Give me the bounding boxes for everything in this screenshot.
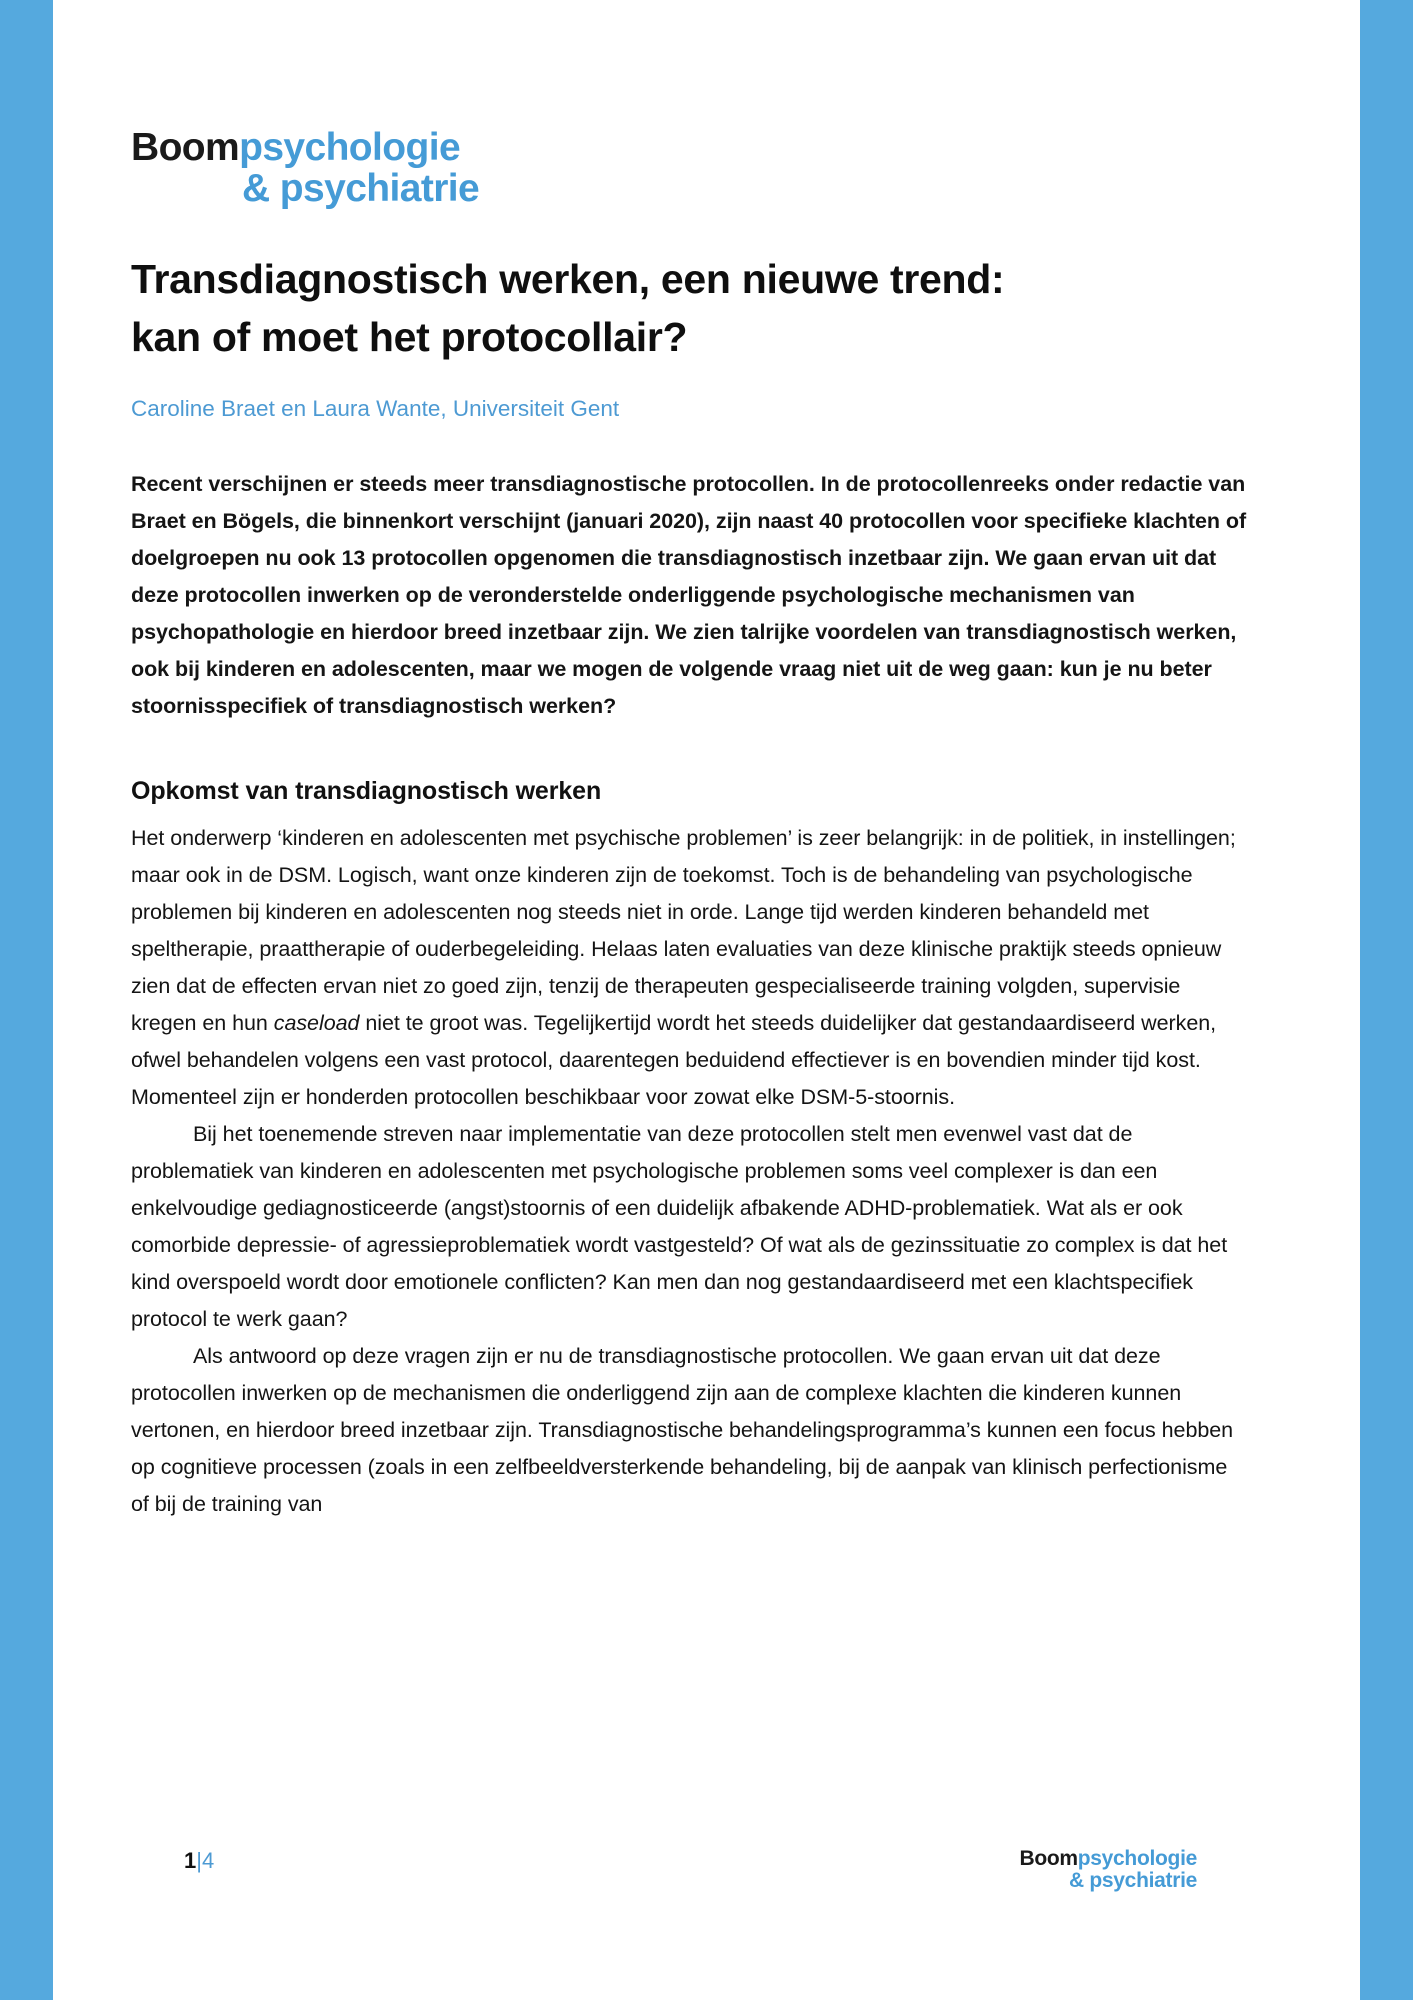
body-paragraph-1 [131,820,1250,1116]
page-number-total: 4 [201,1848,215,1873]
left-accent-band [0,0,53,2000]
page-footer [184,1848,1197,1892]
page-number-separator: | [196,1848,202,1873]
publisher-logo-line-2 [131,169,1250,208]
page-title [131,250,1231,366]
page-title-line-1: Transdiagnostisch werken, een nieuwe trend: [131,256,1005,302]
footer-logo-psychologie: psychologie [1077,1847,1197,1870]
footer-publisher-logo [1019,1848,1197,1892]
body-paragraph-1-italic-term: caseload [273,1010,360,1035]
publisher-logo [131,128,1250,208]
page-title-line-2: kan of moet het protocollair? [131,314,688,361]
page-number-current: 1 [184,1848,197,1873]
section-heading: Opkomst van transdiagnostisch werken [131,777,602,806]
publisher-logo-psychiatrie: & psychiatrie [242,167,480,210]
publisher-logo-boom: Boom [131,126,240,169]
author-line: Caroline Braet en Laura Wante, Universiteit Gent [131,395,620,421]
body-paragraph-1-part-b: niet te groot was. Tegelijkertijd wordt het steeds duidelijker dat gestandaardiseerd werken, ofwel behandelen volgens een vast protocol, daarentegen beduidend effectiever is en bovendien minder tijd kost. Momenteel zijn er honderden protocollen beschikbaar voor zowat elke DSM-5-stoornis. [131,1010,1217,1109]
publisher-logo-line-1 [131,128,1250,167]
footer-logo-psychiatrie: & psychiatrie [1069,1869,1197,1893]
abstract-paragraph: Recent verschijnen er steeds meer transdiagnostische protocollen. In de protocollenreeks onder redactie van Braet en Bögels, die binnenkort verschijnt (januari 2020), zijn naast 40 protocollen voor specifieke klachten of doelgroepen nu ook 13 protocollen opgenomen die transdiagnostisch inzetbaar zijn. We gaan ervan uit dat deze protocollen inwerken op de veronderstelde onderliggende psychologische mechanismen van psychopathologie en hierdoor breed inzetbaar zijn. We zien talrijke voordelen van transdiagnostisch werken, ook bij kinderen en adolescenten, maar we mogen de volgende vraag niet uit de weg gaan: kun je nu beter stoornisspecifiek of transdiagnostisch werken? [131,472,1247,719]
page-number [184,1848,214,1874]
body-paragraph-3: Als antwoord op deze vragen zijn er nu de transdiagnostische protocollen. We gaan ervan uit dat deze protocollen inwerken op de mechanismen die onderliggend zijn aan de complexe klachten die kinderen kunnen vertonen, en hierdoor breed inzetbaar zijn. Transdiagnostische behandelingsprogramma’s kunnen een focus hebben op cognitieve processen (zoals in een zelfbeeldversterkende behandeling, bij de aanpak van klinisch perfectionisme of bij de training van [131,1343,1234,1516]
page-sheet [53,0,1360,2000]
body-paragraph-1-part-a: Het onderwerp ‘kinderen en adolescenten met psychische problemen’ is zeer belangrijk: in de politiek, in instellingen; maar ook in de DSM. Logisch, want onze kinderen zijn de toekomst. Toch is de behandeling van psychologische problemen bij kinderen en adolescenten nog steeds niet in orde. Lange tijd werden kinderen behandeld met speltherapie, praattherapie of ouderbegeleiding. Helaas laten evaluaties van deze klinische praktijk steeds opnieuw zien dat de effecten ervan niet zo goed zijn, tenzij de therapeuten gespecialiseerde training volgden, supervisie kregen en hun [131,826,1236,1035]
right-accent-band [1360,0,1413,2000]
footer-logo-line-2 [1019,1870,1197,1891]
body-paragraph-2: Bij het toenemende streven naar implementatie van deze protocollen stelt men evenwel vast dat de problematiek van kinderen en adolescenten met psychologische problemen soms veel complexer is dan een enkelvoudige gediagnosticeerde (angst)stoornis of een duidelijk afbakende ADHD-problematiek. Wat als er ook comorbide depressie- of agressieproblematiek wordt vastgesteld? Of wat als de gezinssituatie zo complex is dat het kind overspoeld wordt door emotionele conflicten? Kan men dan nog gestandaardiseerd met een klachtspecifiek protocol te werk gaan? [131,1121,1228,1331]
footer-logo-boom: Boom [1019,1847,1078,1870]
footer-logo-line-1 [1019,1848,1197,1869]
publisher-logo-psychologie: psychologie [239,126,461,169]
page-content [131,0,1250,1522]
